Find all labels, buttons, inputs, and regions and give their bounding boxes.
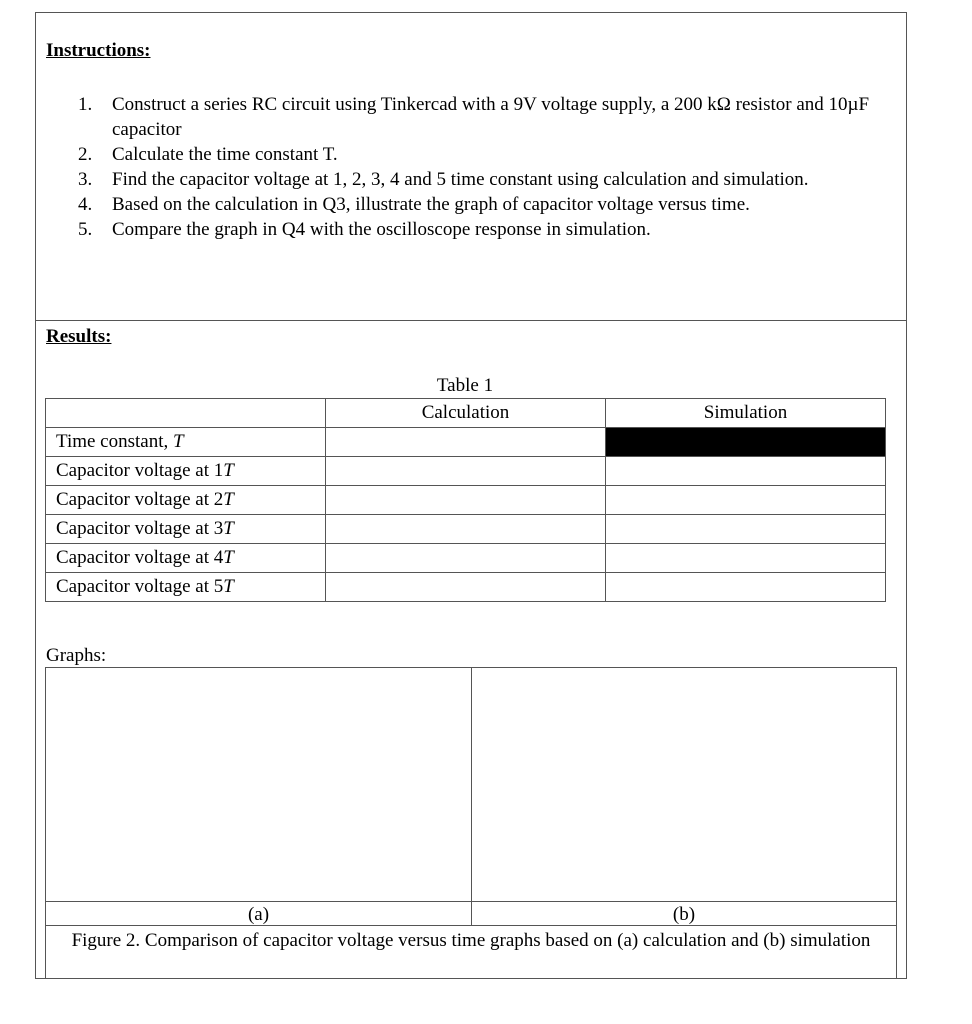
row-label: Capacitor voltage at 2T xyxy=(46,486,326,515)
simulation-cell-filled xyxy=(606,428,886,457)
subcaption-b: (b) xyxy=(672,904,696,925)
graph-b-area[interactable] xyxy=(472,668,897,901)
simulation-cell[interactable] xyxy=(606,544,886,573)
table-caption: Table 1 xyxy=(436,375,494,396)
simulation-cell[interactable] xyxy=(606,457,886,486)
subcaption-row xyxy=(46,901,896,926)
row-label: Capacitor voltage at 5T xyxy=(46,573,326,602)
table-row xyxy=(46,457,886,486)
simulation-cell[interactable] xyxy=(606,515,886,544)
list-item xyxy=(78,167,878,192)
simulation-cell[interactable] xyxy=(606,573,886,602)
results-heading: Results: xyxy=(46,326,112,347)
item-text: Find the capacitor voltage at 1, 2, 3, 4 and 5 time constant using calculation and simulation. xyxy=(112,169,809,190)
instructions-heading: Instructions: xyxy=(46,40,151,61)
calculation-cell[interactable] xyxy=(326,573,606,602)
graphs-label: Graphs: xyxy=(46,645,107,666)
item-number: 1. xyxy=(78,94,93,115)
list-item xyxy=(78,92,878,142)
section-divider xyxy=(35,320,907,321)
subcaption-a: (a) xyxy=(46,902,472,926)
row-label: Time constant, T xyxy=(46,428,326,457)
column-header xyxy=(46,399,326,428)
column-header-simulation: Simulation xyxy=(606,399,886,428)
table-row xyxy=(46,428,886,457)
row-label: Capacitor voltage at 3T xyxy=(46,515,326,544)
list-item xyxy=(78,142,878,167)
calculation-cell[interactable] xyxy=(326,428,606,457)
item-number: 4. xyxy=(78,194,93,215)
item-number: 3. xyxy=(78,169,93,190)
list-item xyxy=(78,192,878,217)
list-item xyxy=(78,217,878,242)
item-number: 2. xyxy=(78,144,93,165)
row-label: Capacitor voltage at 4T xyxy=(46,544,326,573)
table-row xyxy=(46,573,886,602)
graph-a-area[interactable] xyxy=(46,668,472,901)
calculation-cell[interactable] xyxy=(326,515,606,544)
item-text: Based on the calculation in Q3, illustrate the graph of capacitor voltage versus time. xyxy=(112,194,750,215)
instructions-list xyxy=(78,92,878,242)
item-text: Construct a series RC circuit using Tinkercad with a 9V voltage supply, a 200 kΩ resistor and 10µF capacitor xyxy=(112,94,870,140)
item-number: 5. xyxy=(78,219,93,240)
calculation-cell[interactable] xyxy=(326,486,606,515)
calculation-cell[interactable] xyxy=(326,544,606,573)
results-table xyxy=(45,398,886,602)
table-row xyxy=(46,515,886,544)
item-text: Calculate the time constant T. xyxy=(112,144,338,165)
row-label: Capacitor voltage at 1T xyxy=(46,457,326,486)
column-header-calculation: Calculation xyxy=(326,399,606,428)
figure-caption: Figure 2. Comparison of capacitor voltage versus time graphs based on (a) calculation and (b) simulation xyxy=(71,930,871,951)
table-row xyxy=(46,544,886,573)
item-text: Compare the graph in Q4 with the oscilloscope response in simulation. xyxy=(112,219,651,240)
calculation-cell[interactable] xyxy=(326,457,606,486)
simulation-cell[interactable] xyxy=(606,486,886,515)
table-row xyxy=(46,486,886,515)
table-header-row xyxy=(46,399,886,428)
graphs-table xyxy=(45,667,897,979)
